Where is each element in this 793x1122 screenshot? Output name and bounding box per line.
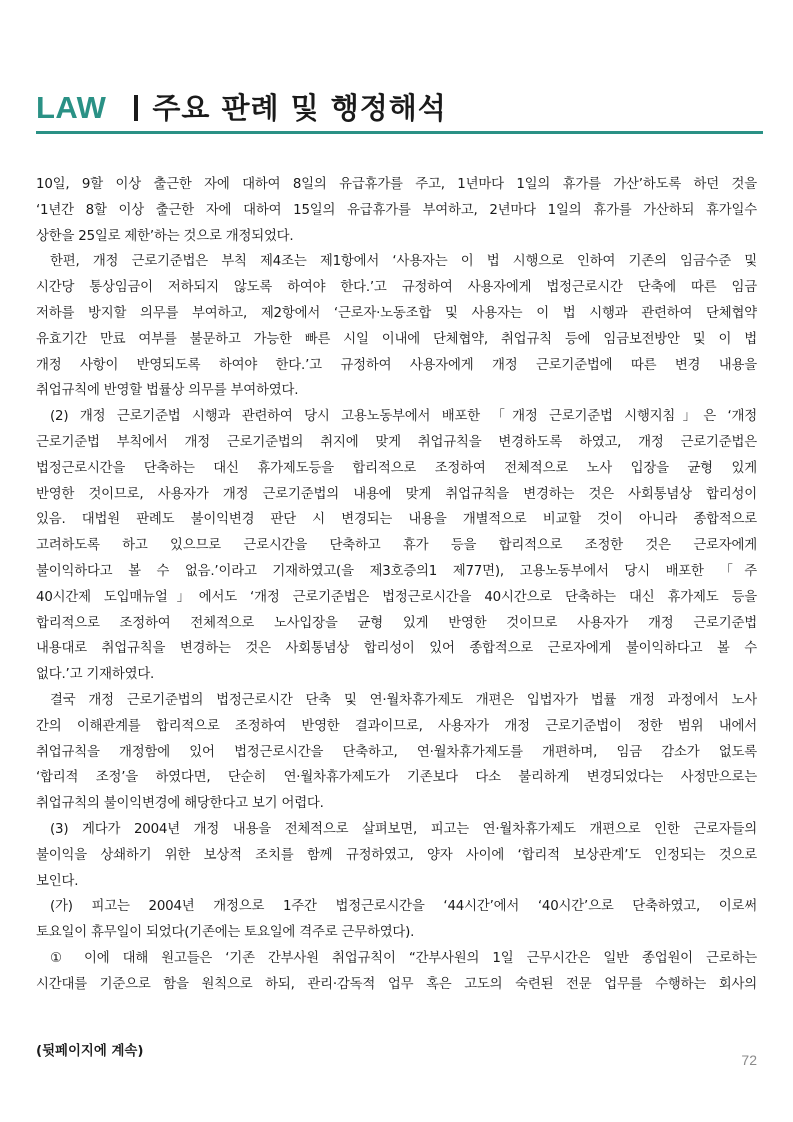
body-line: 시간대를 기준으로 함을 원칙으로 하되, 관리·감독적 업무 혹은 고도의 숙련된 전문 업무를 수행하는 회사의 bbox=[36, 976, 757, 992]
body-line: 저하를 방지할 의무를 부여하고, 제2항에서 ‘근로자·노동조합 및 사용자는 이 법 시행과 관련하여 단체협약 bbox=[36, 305, 757, 321]
page-header bbox=[36, 86, 447, 127]
body-line: 40시간제 도입매뉴얼」에서도 ‘개정 근로기준법은 법정근로시간을 40시간으로 단축하는 대신 휴가제도 등을 bbox=[36, 589, 757, 605]
body-line: 10일, 9할 이상 출근한 자에 대하여 8일의 유급휴가를 주고, 1년마다 1일의 휴가를 가산’하도록 하던 것을 bbox=[36, 177, 757, 192]
body-line: 불이익을 상쇄하기 위한 보상적 조치를 함께 규정하였고, 양자 사이에 ‘합리적 보상관계’도 인정되는 것으로 bbox=[36, 847, 757, 863]
body-line: 한편, 개정 근로기준법은 부칙 제4조는 제1항에서 ‘사용자는 이 법 시행으로 인하여 기존의 임금수준 및 bbox=[50, 254, 757, 270]
body-line: 개정 사항이 반영되도록 하여야 한다.’고 규정하여 사용자에게 개정 근로기준법에 따른 변경 내용을 bbox=[36, 357, 757, 373]
body-line: 토요일이 휴무일이 되었다(기존에는 토요일에 격주로 근무하였다). bbox=[36, 925, 415, 941]
body-line: (3) 게다가 2004년 개정 내용을 전체적으로 살펴보면, 피고는 연·월차휴가제도 개편으로 인한 근로자들의 bbox=[50, 821, 757, 837]
body-text bbox=[36, 172, 757, 998]
page-title: 주요 판례 및 행정해석 bbox=[152, 91, 447, 125]
body-line: ‘1년간 8할 이상 출근한 자에 대하여 15일의 유급휴가를 부여하고, 2년마다 1일의 휴가를 가산하되 휴가일수 bbox=[36, 202, 757, 218]
body-line: 있음. 대법원 판례도 불이익변경 판단 시 변경되는 내용을 개별적으로 비교할 것이 아니라 종합적으로 bbox=[36, 512, 757, 528]
body-line: 합리적으로 조정하여 전체적으로 노사입장을 균형 있게 반영한 것이므로 사용자가 개정 근로기준법 bbox=[36, 615, 757, 631]
body-line: 시간당 통상임금이 저하되지 않도록 하여야 한다.’고 규정하여 사용자에게 법정근로시간 단축에 따른 임금 bbox=[36, 280, 757, 296]
body-line: 결국 개정 근로기준법의 법정근로시간 단축 및 연·월차휴가제도 개편은 입법자가 법률 개정 과정에서 노사 bbox=[50, 692, 757, 708]
body-line: 간의 이해관계를 합리적으로 조정하여 반영한 결과이므로, 사용자가 개정 근로기준법이 정한 범위 내에서 bbox=[36, 718, 757, 734]
body-line: ‘합리적 조정’을 하였다면, 단순히 연·월차휴가제도가 기존보다 다소 불리하게 변경되었다는 사정만으로는 bbox=[36, 770, 757, 786]
body-line: 고려하도록 하고 있으므로 근로시간을 단축하고 휴가 등을 합리적으로 조정한 것은 근로자에게 bbox=[36, 538, 757, 554]
body-line: 상한을 25일로 제한’하는 것으로 개정되었다. bbox=[36, 228, 294, 244]
body-line: 내용대로 취업규칙을 변경하는 것은 사회통념상 합리성이 있어 종합적으로 근로자에게 불이익하다고 볼 수 bbox=[36, 641, 757, 657]
body-line: 근로기준법 부칙에서 개정 근로기준법의 취지에 맞게 취업규칙을 변경하도록 하였고, 개정 근로기준법은 bbox=[36, 434, 757, 450]
body-line: 법정근로시간을 단축하는 대신 휴가제도등을 합리적으로 조정하여 전체적으로 노사 입장을 균형 있게 bbox=[36, 460, 757, 476]
body-line: 반영한 것이므로, 사용자가 개정 근로기준법의 내용에 맞게 취업규칙을 변경하는 것은 사회통념상 합리성이 bbox=[36, 486, 757, 502]
body-line: 불이익하다고 볼 수 없음.’이라고 기재하였고(을 제3호증의1 제77면), 고용노동부에서 당시 배포한 「주 bbox=[36, 563, 757, 579]
body-line: 취업규칙의 불이익변경에 해당한다고 보기 어렵다. bbox=[36, 796, 324, 812]
header-rule bbox=[36, 131, 763, 134]
continued-note: (뒷페이지에 계속) bbox=[36, 1044, 144, 1059]
body-line: 유효기간 만료 여부를 불문하고 가능한 빠른 시일 이내에 단체협약, 취업규칙 등에 임금보전방안 및 이 법 bbox=[36, 331, 757, 347]
page-number: 72 bbox=[741, 1052, 757, 1068]
body-line: 보인다. bbox=[36, 873, 79, 889]
body-line: 취업규칙에 반영할 법률상 의무를 부여하였다. bbox=[36, 383, 299, 399]
section-label: LAW bbox=[36, 90, 107, 125]
body-line: ① 이에 대해 원고들은 ‘기존 간부사원 취업규칙이 “간부사원의 1일 근무시간은 일반 종업원이 근로하는 bbox=[50, 950, 757, 966]
header-separator bbox=[134, 95, 138, 121]
body-line: (2) 개정 근로기준법 시행과 관련하여 당시 고용노동부에서 배포한 「개정 근로기준법 시행지침」은 ‘개정 bbox=[50, 409, 757, 425]
body-line: 없다.’고 기재하였다. bbox=[36, 667, 155, 683]
body-line: 취업규칙을 개정함에 있어 법정근로시간을 단축하고, 연·월차휴가제도를 개편하며, 임금 감소가 없도록 bbox=[36, 744, 757, 760]
body-line: (가) 피고는 2004년 개정으로 1주간 법정근로시간을 ‘44시간’에서 ‘40시간’으로 단축하였고, 이로써 bbox=[50, 899, 757, 915]
